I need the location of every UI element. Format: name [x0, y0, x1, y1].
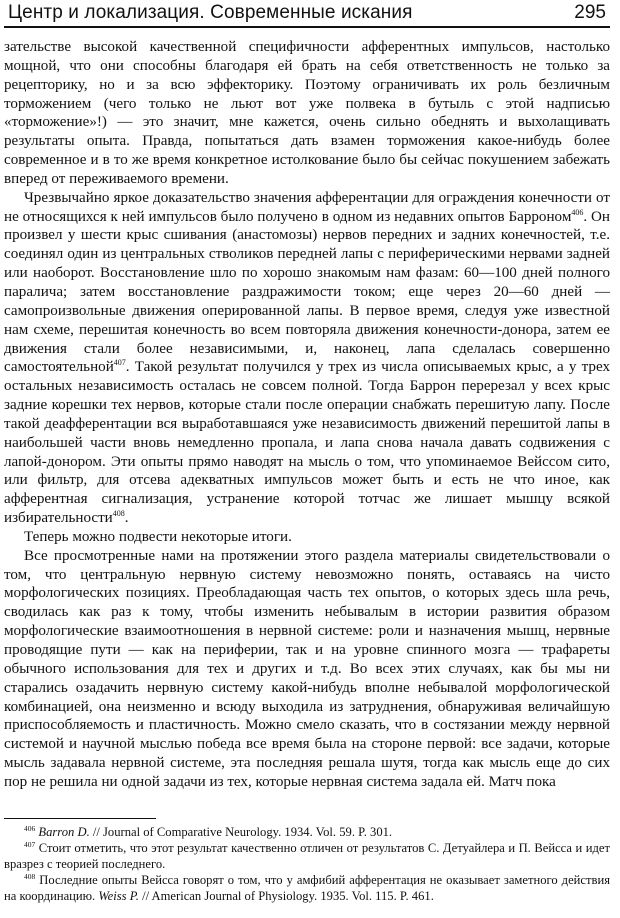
footnote-406: $^{406}$ Barron D. // Journal of Comparative Neurology. 1934. Vol. 59. P. 301.	[24, 824, 393, 839]
footnote-ref-406[interactable]: 406	[571, 207, 584, 217]
paragraph-barron-experiment: Чрезвычайно яркое доказательство значения афферентации для ограждения конечности от не относящихся к ней импульсов было получено в одном из недавних опытов Барроном$^{406}$. Он произвел у шести крыс сшивания (анастомозы) нервов передних и задних конечностей, т.е. соединял один из центральных стволиков передней лапы с периферическими нервами задней или наоборот. Восстановление шло по хорошо знакомым нам фазам: 60—100 дней полного паралича; затем восстановление раздражимости током; еще через 20—60 дней — самопроизвольные движения оперированной лапы. В первое время, следуя уже известной нам схеме, перешитая конечность во всем повторяла движения конечности-донора, затем ее движения стали более независимыми, и, наконец, лапа сделалась совершенно самостоятельной$^{407}$. Такой результат получился у трех из числа описываемых крыс, а у трех остальных независимость осталась не совсем полной. Тогда Баррон перерезал у всех крыс задние корешки тех нервов, которые стали после операции снабжать перешитую лапу. После такой деафферентации вся выработавшаяся уже независимость движений перешитой лапы в наибольшей части вновь немедленно пропала, и лапа снова начала давать содвижения с лапой-донором. Эти опыты прямо наводят на мысль о том, что упоминаемое Вейссом сито, или фильтр, для отсева адекватных импульсов может быть и есть не что иное, как афферентная сигнализация, устранение которой тотчас же лишает мышцу всякой избирательности$^{408}$.	[4, 189, 610, 527]
page-number: 295	[574, 2, 606, 23]
footnote-408: $^{408}$ Последние опыты Вейсса говорят о том, что у амфибий афферентация не оказывает заметного действия на координацию. Weiss P. // American Journal of Physiology. 1935. Vol. 115. P. 461.	[4, 872, 610, 903]
header-rule	[4, 26, 610, 28]
footnote-407: $^{407}$ Стоит отметить, что этот результат качественно отличен от результатов С. Детуайлера и П. Вейсса и идет вразрез с теорией последнего.	[4, 840, 610, 871]
paragraph-conclusions: Все просмотренные нами на протяжении этого раздела материалы свидетельствовали о том, что центральную нервную систему невозможно понять, оставаясь на чисто морфологических позициях. Преобладающая часть тех опытов, о которых здесь шла речь, сводилась как раз к тому, чтобы изменить небывалым в истории развития образом морфологические взаимоотношения в нервной системе: роли и назначения мышц, нервные проводящие пути — как на периферии, так и на уровне спинного мозга — трафареты обычного использования для тех и других и т.д. Во всех этих случаях, как бы мы ни старались озадачить нервную систему какой-нибудь вполне небывалой морфологической комбинацией, она неизменно и всюду выходила из затруднения, обнаруживая величайшую приспособляемость и пластичность. Можно смело сказать, что в состязании между нервной системой и научной мыслью победа все время была на стороне первой: все задачи, которые мысль задавала нервной системе, эта последняя решала шутя, тогда как мысль еще до сих пор не решила ни одной задачи из тех, которые нервная система задала ей. Матч пока	[4, 547, 610, 790]
paragraph-summary-intro: Теперь можно подвести некоторые итоги.	[24, 528, 292, 545]
running-header	[4, 2, 610, 26]
running-title: Центр и локализация. Современные искания	[8, 2, 413, 23]
paragraph-continuation: зательстве высокой качественной специфичности афферентных импульсов, настолько мощной, что они способны благодаря ей брать на себя ответственность не только за рецепторику, но и за всю эффекторику. Поэтому ограничивать их роль безличным торможением (чего только не льют вот уже полвека в бутыль с этой надписью «торможение»!) — это значит, мне кажется, очень сильно обеднять и выхолащивать результаты опыта. Правда, попытаться дать взамен торможения какое-нибудь более современное и в то же время конкретное истолкование было бы сейчас покушением забежать вперед от переживаемого времени.	[4, 39, 610, 187]
footnote-ref-407[interactable]: 407	[113, 358, 126, 368]
footnote-ref-408[interactable]: 408	[112, 509, 125, 519]
footnotes	[4, 824, 610, 904]
main-text	[4, 38, 610, 792]
footnote-separator	[4, 818, 156, 819]
